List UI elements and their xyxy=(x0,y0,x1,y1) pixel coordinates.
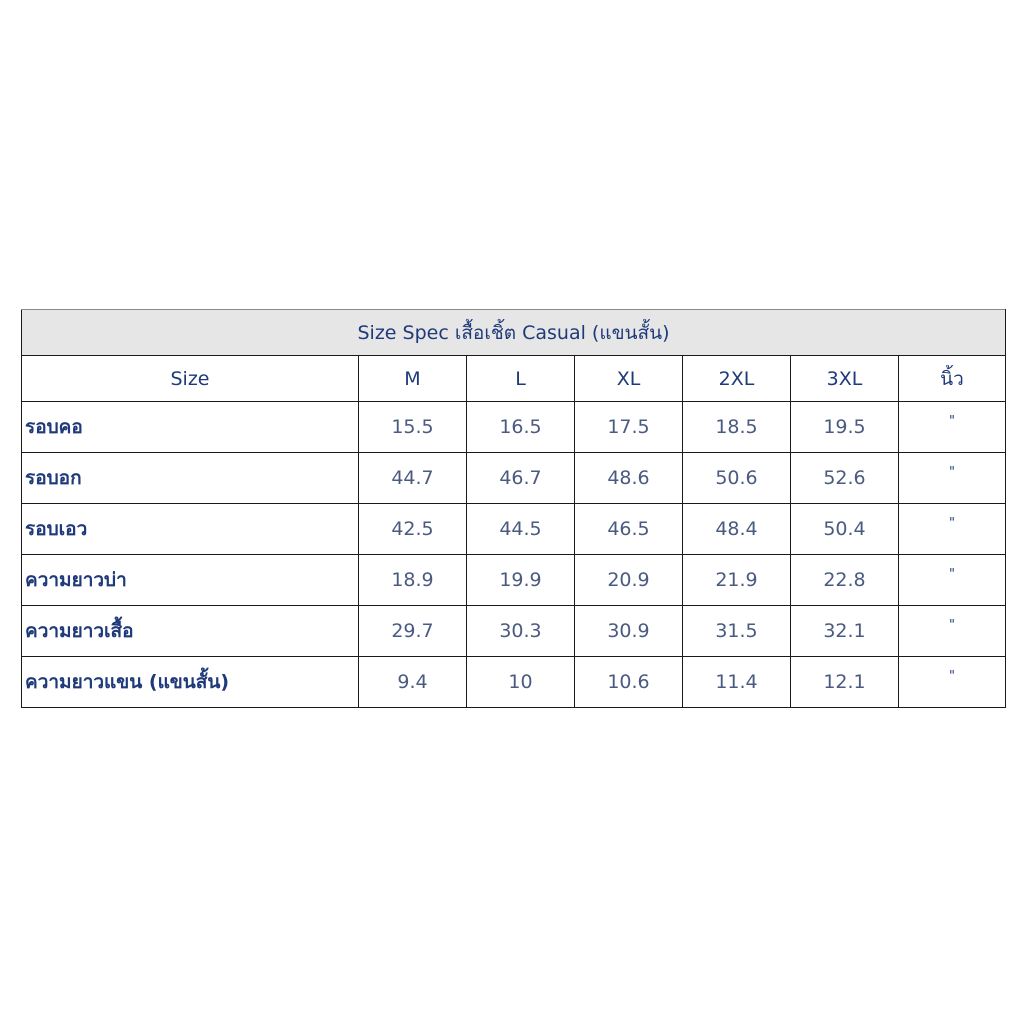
row-label: ความยาวบ่า xyxy=(22,555,359,606)
table-row xyxy=(22,504,1006,555)
row-label: ความยาวแขน (แขนสั้น) xyxy=(22,657,359,708)
cell-value: 30.9 xyxy=(575,606,683,657)
header-size-l: L xyxy=(467,356,575,402)
cell-value: 44.7 xyxy=(359,453,467,504)
cell-value: 42.5 xyxy=(359,504,467,555)
cell-value: 32.1 xyxy=(791,606,899,657)
cell-value: 48.4 xyxy=(683,504,791,555)
table-header-row xyxy=(22,356,1006,402)
row-label: รอบเอว xyxy=(22,504,359,555)
cell-value: 10 xyxy=(467,657,575,708)
cell-unit: " xyxy=(899,402,1006,453)
cell-value: 18.5 xyxy=(683,402,791,453)
table-row xyxy=(22,606,1006,657)
cell-value: 46.5 xyxy=(575,504,683,555)
header-size-3xl: 3XL xyxy=(791,356,899,402)
cell-value: 11.4 xyxy=(683,657,791,708)
table-row xyxy=(22,657,1006,708)
row-label: รอบคอ xyxy=(22,402,359,453)
cell-unit: " xyxy=(899,453,1006,504)
cell-value: 20.9 xyxy=(575,555,683,606)
table-row xyxy=(22,402,1006,453)
header-size-label: Size xyxy=(22,356,359,402)
cell-value: 44.5 xyxy=(467,504,575,555)
cell-value: 19.5 xyxy=(791,402,899,453)
cell-value: 29.7 xyxy=(359,606,467,657)
header-size-m: M xyxy=(359,356,467,402)
cell-unit: " xyxy=(899,657,1006,708)
cell-value: 46.7 xyxy=(467,453,575,504)
row-label: รอบอก xyxy=(22,453,359,504)
cell-value: 10.6 xyxy=(575,657,683,708)
cell-value: 21.9 xyxy=(683,555,791,606)
header-size-2xl: 2XL xyxy=(683,356,791,402)
cell-value: 19.9 xyxy=(467,555,575,606)
cell-value: 30.3 xyxy=(467,606,575,657)
cell-unit: " xyxy=(899,555,1006,606)
header-unit: นิ้ว xyxy=(899,356,1006,402)
cell-unit: " xyxy=(899,606,1006,657)
cell-value: 31.5 xyxy=(683,606,791,657)
cell-value: 9.4 xyxy=(359,657,467,708)
table-title: Size Spec เสื้อเชิ้ต Casual (แขนสั้น) xyxy=(22,310,1006,356)
cell-value: 48.6 xyxy=(575,453,683,504)
table-row xyxy=(22,453,1006,504)
row-label: ความยาวเสื้อ xyxy=(22,606,359,657)
table-row xyxy=(22,555,1006,606)
cell-value: 52.6 xyxy=(791,453,899,504)
cell-unit: " xyxy=(899,504,1006,555)
cell-value: 15.5 xyxy=(359,402,467,453)
table-title-row xyxy=(22,310,1006,356)
header-size-xl: XL xyxy=(575,356,683,402)
cell-value: 17.5 xyxy=(575,402,683,453)
size-spec-table xyxy=(21,309,1006,708)
cell-value: 50.6 xyxy=(683,453,791,504)
cell-value: 18.9 xyxy=(359,555,467,606)
cell-value: 22.8 xyxy=(791,555,899,606)
cell-value: 50.4 xyxy=(791,504,899,555)
cell-value: 16.5 xyxy=(467,402,575,453)
cell-value: 12.1 xyxy=(791,657,899,708)
